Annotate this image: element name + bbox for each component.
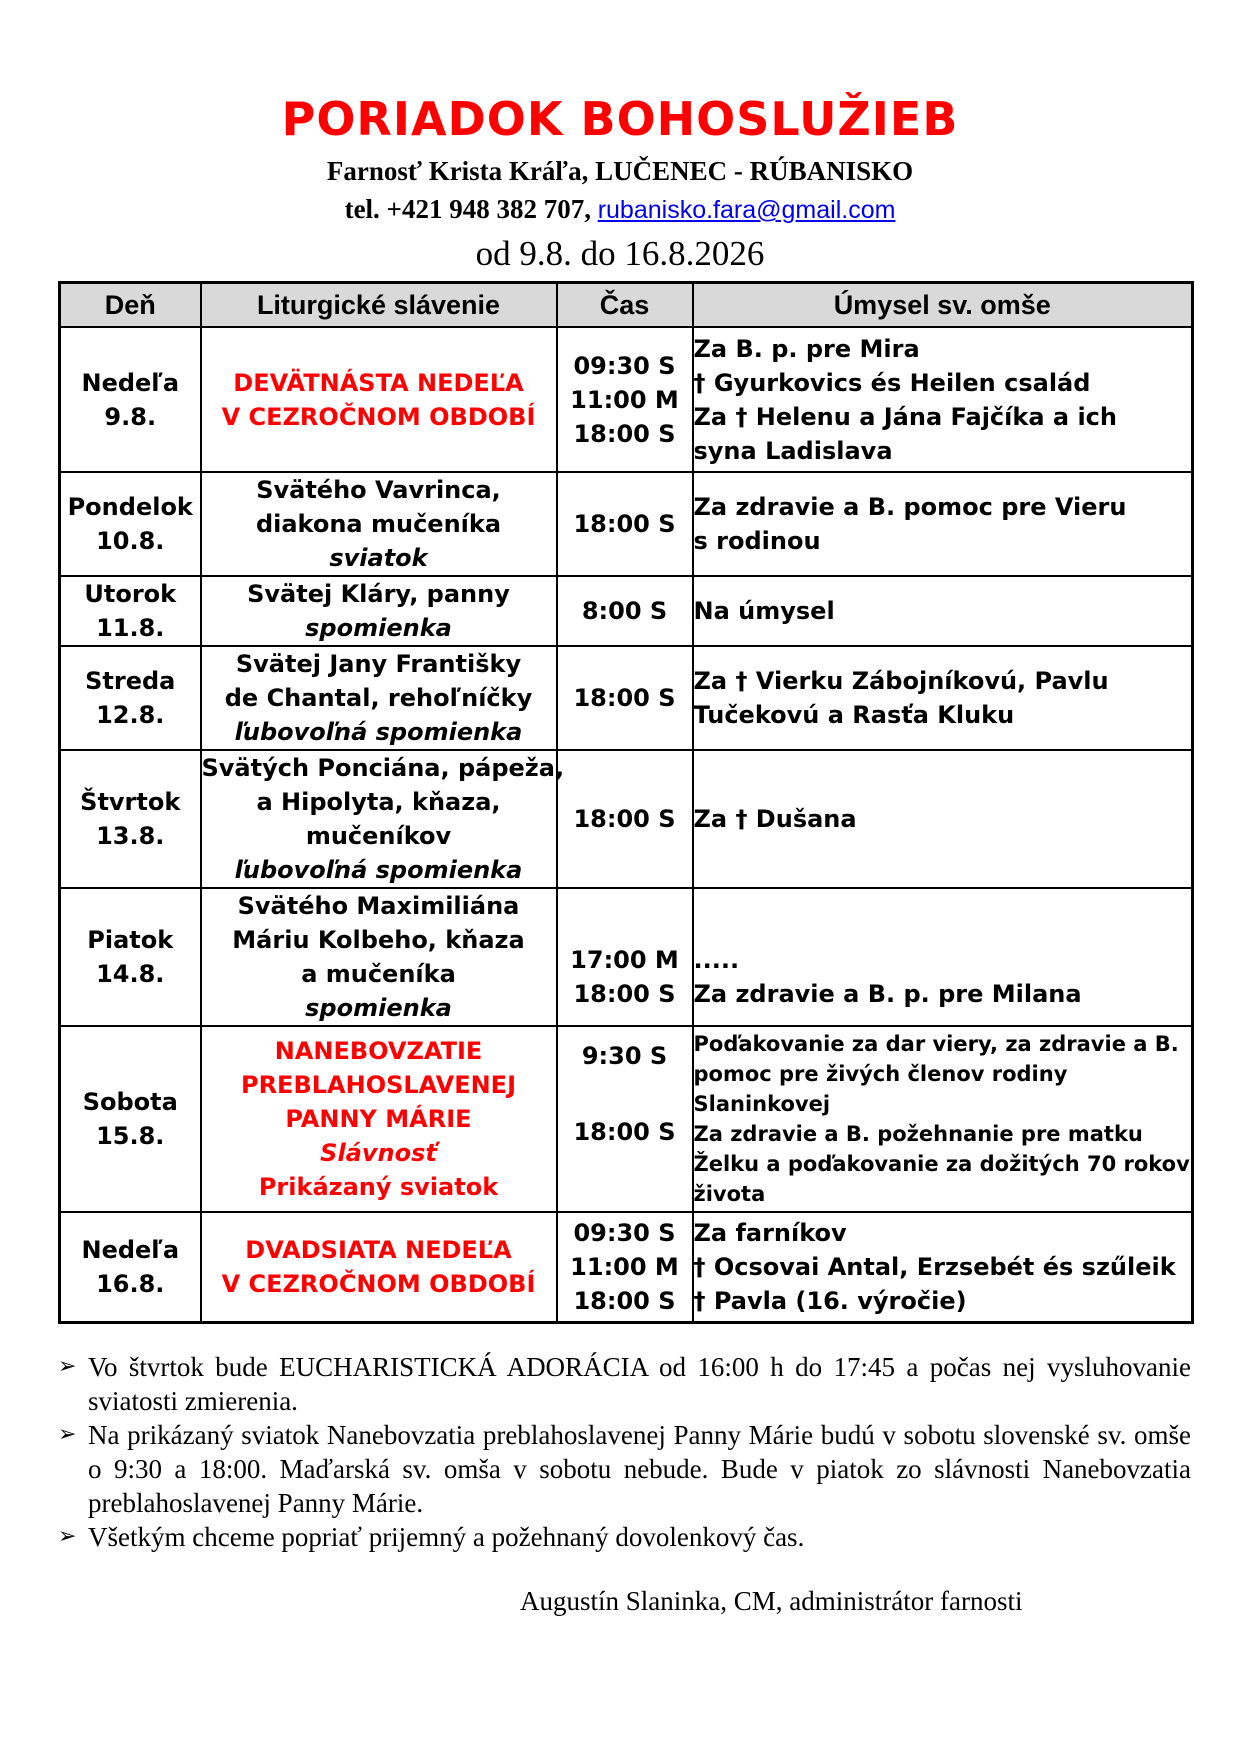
schedule-table bbox=[58, 281, 1194, 1324]
intention-cell bbox=[693, 327, 1193, 472]
liturgy-rank: spomienka bbox=[305, 994, 452, 1022]
email-link[interactable]: rubanisko.fara@gmail.com bbox=[597, 196, 896, 224]
table-header-row bbox=[60, 283, 1193, 328]
time-cell bbox=[557, 750, 693, 888]
table-row bbox=[60, 327, 1193, 472]
day-date: 9.8. bbox=[104, 402, 157, 431]
intention-line: † Pavla (16. výročie) bbox=[693, 1286, 967, 1315]
mass-time: 18:00 S bbox=[573, 1118, 676, 1146]
mass-time: 11:00 M bbox=[570, 385, 679, 414]
day-name: Pondelok bbox=[67, 493, 193, 521]
liturgy-rank: ľubovoľná spomienka bbox=[234, 718, 523, 746]
intention-line: Za B. p. pre Mira bbox=[693, 334, 920, 363]
liturgy-line: V CEZROČNOM OBDOBÍ bbox=[221, 402, 536, 431]
announcement-text: Na prikázaný sviatok Nanebovzatia preblahoslavenej Panny Márie budú v sobotu slovenské sv. omše o 9:30 a 18:00. Maďarská sv. omša v sobotu nebude. Bude v piatok zo slávnosti Nanebovzatia preblahoslavenej Panny Márie. bbox=[88, 1420, 1191, 1518]
intention-cell bbox=[693, 1026, 1193, 1212]
day-date: 14.8. bbox=[96, 960, 165, 988]
liturgy-line: Svätej Jany Františky bbox=[235, 650, 522, 678]
liturgy-line: Svätého Maximiliána bbox=[237, 892, 520, 920]
liturgy-cell bbox=[201, 327, 557, 472]
announcement-item bbox=[58, 1520, 1191, 1554]
liturgy-line: mučeníkov bbox=[305, 822, 452, 850]
liturgy-cell bbox=[201, 576, 557, 646]
intention-line: Želku a poďakovanie za dožitých 70 rokov bbox=[693, 1152, 1190, 1176]
header-day: Deň bbox=[60, 283, 201, 328]
intention-line: Za zdravie a B. pomoc pre Vieru bbox=[693, 493, 1127, 521]
liturgy-rank: ľubovoľná spomienka bbox=[234, 856, 523, 884]
liturgy-line: DVADSIATA NEDEĽA bbox=[245, 1235, 512, 1264]
liturgy-line: DEVÄTNÁSTA NEDEĽA bbox=[233, 368, 524, 397]
mass-time: 18:00 S bbox=[573, 684, 676, 712]
time-cell bbox=[557, 576, 693, 646]
signature: Augustín Slaninka, CM, administrátor farnosti bbox=[520, 1586, 1023, 1616]
contact-line bbox=[0, 194, 1240, 225]
announcement-item bbox=[58, 1350, 1191, 1418]
mass-time: 9:30 S bbox=[581, 1042, 668, 1070]
intention-cell bbox=[693, 646, 1193, 750]
liturgy-line: Svätého Vavrinca, bbox=[256, 476, 501, 504]
day-date: 11.8. bbox=[96, 614, 165, 642]
mass-time: 11:00 M bbox=[570, 1252, 679, 1281]
intention-line: Tučekovú a Rasťa Kluku bbox=[693, 701, 1015, 729]
intention-line: života bbox=[693, 1182, 766, 1206]
parish-name: Farnosť Krista Kráľa, LUČENEC - RÚBANISKO bbox=[326, 156, 914, 186]
announcement-text: Všetkým chceme popriať prijemný a požehnaný dovolenkový čas. bbox=[88, 1522, 805, 1552]
day-name: Nedeľa bbox=[81, 368, 180, 397]
time-cell bbox=[557, 1212, 693, 1322]
liturgy-line: Máriu Kolbeho, kňaza bbox=[232, 926, 525, 954]
intention-line: Slaninkovej bbox=[693, 1092, 831, 1116]
table-row bbox=[60, 1212, 1193, 1322]
day-name: Sobota bbox=[82, 1088, 178, 1116]
day-date: 13.8. bbox=[96, 822, 165, 850]
intention-cell bbox=[693, 750, 1193, 888]
table-row bbox=[60, 750, 1193, 888]
liturgy-line: a Hipolyta, kňaza, bbox=[256, 788, 501, 816]
intention-line: † Gyurkovics és Heilen család bbox=[693, 368, 1091, 397]
time-cell bbox=[557, 472, 693, 576]
liturgy-line: a mučeníka bbox=[301, 960, 456, 988]
liturgy-line: Svätej Kláry, panny bbox=[247, 580, 510, 608]
table-row bbox=[60, 472, 1193, 576]
time-cell bbox=[557, 1026, 693, 1212]
liturgy-line: de Chantal, rehoľníčky bbox=[224, 684, 533, 712]
intention-line: Za † Vierku Zábojníkovú, Pavlu bbox=[693, 667, 1109, 695]
intention-line: Za farníkov bbox=[693, 1218, 847, 1247]
intention-line: ..... bbox=[693, 946, 740, 974]
liturgy-line: PANNY MÁRIE bbox=[285, 1105, 472, 1133]
mass-time: 18:00 S bbox=[573, 419, 676, 448]
intention-cell bbox=[693, 576, 1193, 646]
liturgy-cell bbox=[201, 472, 557, 576]
day-cell bbox=[60, 888, 201, 1026]
liturgy-cell bbox=[201, 646, 557, 750]
announcements bbox=[58, 1350, 1191, 1554]
day-date: 12.8. bbox=[96, 701, 165, 729]
intention-line: Za zdravie a B. p. pre Milana bbox=[693, 980, 1082, 1008]
announcement-item bbox=[58, 1418, 1191, 1520]
mass-time: 09:30 S bbox=[573, 351, 676, 380]
liturgy-cell bbox=[201, 1026, 557, 1212]
mass-time: 18:00 S bbox=[573, 510, 676, 538]
day-name: Štvrtok bbox=[80, 788, 181, 816]
table-row bbox=[60, 1026, 1193, 1212]
liturgy-line: PREBLAHOSLAVENEJ bbox=[240, 1071, 516, 1099]
intention-line: Za † Helenu a Jána Fajčíka a ich bbox=[693, 402, 1117, 431]
day-cell bbox=[60, 327, 201, 472]
table-row bbox=[60, 646, 1193, 750]
date-range: od 9.8. do 16.8.2026 bbox=[475, 234, 765, 273]
header-intention: Úmysel sv. omše bbox=[693, 283, 1193, 328]
liturgy-line: Prikázaný sviatok bbox=[258, 1173, 499, 1201]
mass-time: 8:00 S bbox=[581, 597, 668, 625]
day-cell bbox=[60, 646, 201, 750]
mass-time: 18:00 S bbox=[573, 1286, 676, 1315]
phone-text: tel. +421 948 382 707, bbox=[344, 194, 598, 224]
liturgy-line: diakona mučeníka bbox=[255, 510, 502, 538]
page-title: PORIADOK BOHOSLUŽIEB bbox=[281, 92, 959, 146]
arrow-bullet-icon: ➢ bbox=[58, 1422, 77, 1447]
day-date: 10.8. bbox=[96, 527, 165, 555]
table-row bbox=[60, 576, 1193, 646]
intention-line: syna Ladislava bbox=[693, 436, 893, 465]
intention-line: Za † Dušana bbox=[693, 805, 857, 833]
day-cell bbox=[60, 1212, 201, 1322]
intention-line: Za zdravie a B. požehnanie pre matku bbox=[693, 1122, 1143, 1146]
time-cell bbox=[557, 888, 693, 1026]
intention-line: s rodinou bbox=[693, 527, 821, 555]
mass-time: 09:30 S bbox=[573, 1218, 676, 1247]
day-date: 16.8. bbox=[96, 1269, 165, 1298]
arrow-bullet-icon: ➢ bbox=[58, 1354, 77, 1379]
intention-line: Poďakovanie za dar viery, za zdravie a B. bbox=[693, 1032, 1179, 1056]
time-cell bbox=[557, 327, 693, 472]
day-name: Streda bbox=[85, 667, 176, 695]
intention-line: † Ocsovai Antal, Erzsebét és szűleik bbox=[693, 1252, 1176, 1281]
day-cell bbox=[60, 750, 201, 888]
mass-time: 18:00 S bbox=[573, 980, 676, 1008]
day-cell bbox=[60, 1026, 201, 1212]
liturgy-rank: sviatok bbox=[329, 544, 428, 572]
day-name: Nedeľa bbox=[81, 1235, 180, 1264]
intention-line: pomoc pre živých členov rodiny bbox=[693, 1062, 1068, 1086]
liturgy-rank: Slávnosť bbox=[320, 1139, 437, 1167]
announcement-text: Vo štvrtok bude EUCHARISTICKÁ ADORÁCIA od 16:00 h do 17:45 a počas nej vysluhovanie sviatosti zmierenia. bbox=[88, 1352, 1191, 1416]
day-name: Utorok bbox=[84, 580, 177, 608]
day-name: Piatok bbox=[87, 926, 174, 954]
mass-time: 17:00 M bbox=[570, 946, 679, 974]
liturgy-rank: spomienka bbox=[305, 614, 452, 642]
day-cell bbox=[60, 472, 201, 576]
header-time: Čas bbox=[557, 283, 693, 328]
intention-line: Na úmysel bbox=[693, 597, 835, 625]
table-row bbox=[60, 888, 1193, 1026]
liturgy-line: V CEZROČNOM OBDOBÍ bbox=[221, 1269, 536, 1298]
time-cell bbox=[557, 646, 693, 750]
liturgy-cell bbox=[201, 750, 565, 888]
liturgy-line: NANEBOVZATIE bbox=[274, 1037, 483, 1065]
arrow-bullet-icon: ➢ bbox=[58, 1524, 77, 1549]
intention-cell bbox=[693, 472, 1193, 576]
liturgy-cell bbox=[201, 888, 557, 1026]
day-date: 15.8. bbox=[96, 1122, 165, 1150]
day-cell bbox=[60, 576, 201, 646]
liturgy-line: Svätých Ponciána, pápeža, bbox=[201, 754, 565, 782]
intention-cell bbox=[693, 888, 1193, 1026]
intention-cell bbox=[693, 1212, 1193, 1322]
mass-time: 18:00 S bbox=[573, 805, 676, 833]
header-liturgy: Liturgické slávenie bbox=[201, 283, 557, 328]
liturgy-cell bbox=[201, 1212, 557, 1322]
